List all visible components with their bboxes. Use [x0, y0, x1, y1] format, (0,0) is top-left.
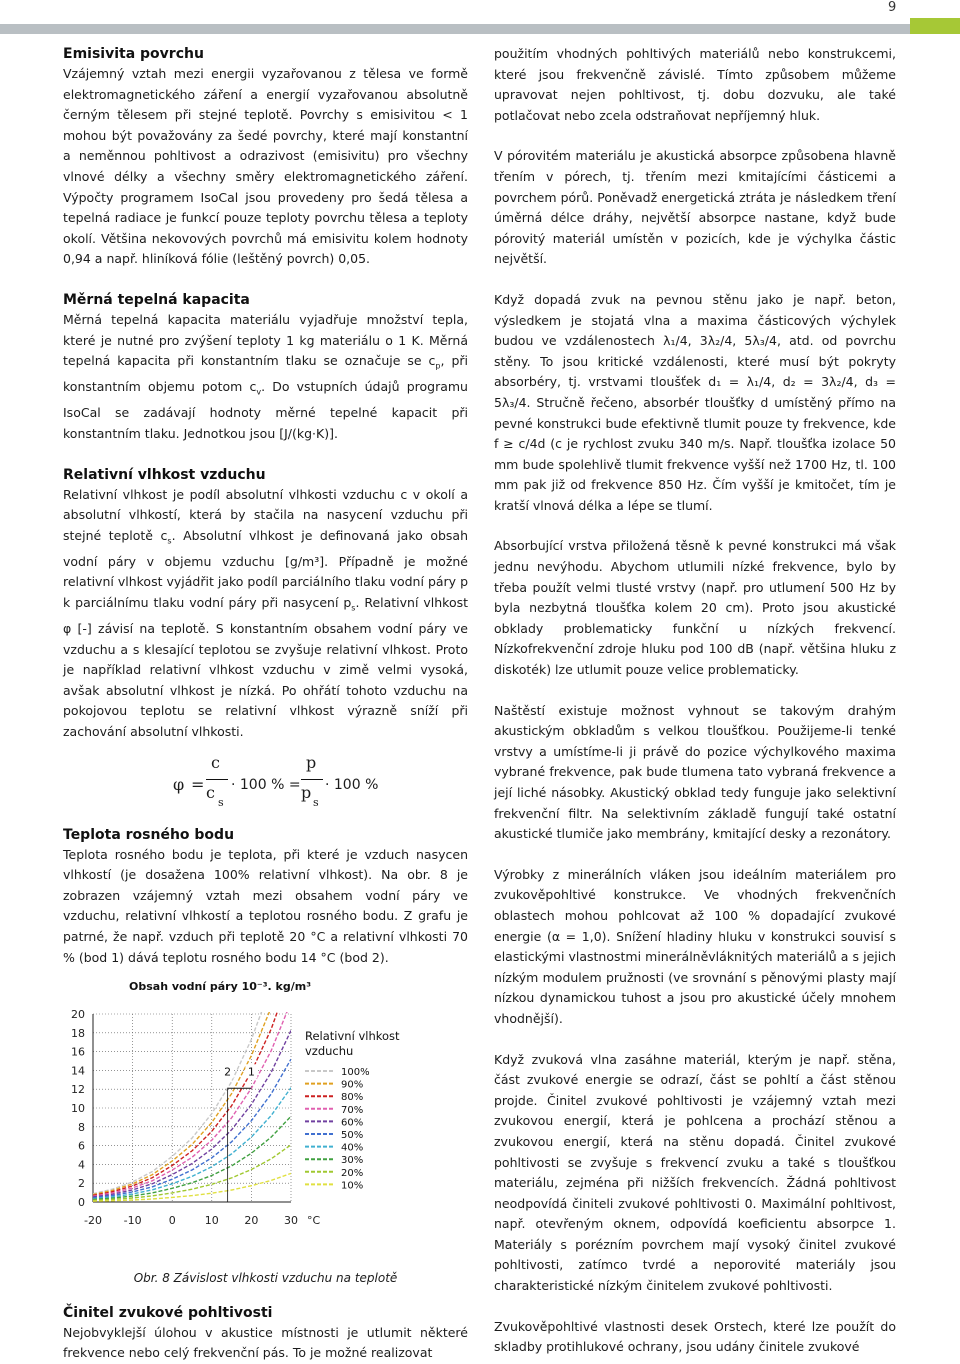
- x-tick-label: -20: [84, 1214, 102, 1228]
- paragraph-r2: V pórovitém materiálu je akustická absorpce způsobena hlavně třením v pórech, tj. třením mezi kmitajícími částicemi a povrchem pórů. Poněvadž energetická ztráta je následkem tření úměrná délce dráhy, největší absorpce nastane, když bude pórovitý materiál umístěn v pozicích, kde je výchylka částic největší.: [494, 148, 896, 267]
- section-title-relative-humidity: Relativní vlhkost vzduchu: [63, 466, 266, 483]
- legend-label: 20%: [341, 1167, 364, 1179]
- paragraph-sound-absorption: Nejobvyklejší úlohou v akustice místnosti je utlumit některé frekvence nebo celý frekvenční pás. To je možné realizovat: [63, 1324, 468, 1361]
- legend-label: 90%: [341, 1079, 364, 1091]
- y-tick-label: 14: [71, 1064, 85, 1078]
- figure-caption: Obr. 8 Závislost vlhkosti vzduchu na teplotě: [133, 1271, 398, 1286]
- legend-label: 100%: [341, 1067, 370, 1079]
- paragraph-r5: Naštěstí existuje možnost vyhnout se takovým drahým akustickým obkladům s velkou tloušťkou. Použijeme-li tenké vrstvy a umístíme-li ji právě do pozice výchylkového maxima vybrané frekvence, pak bude tlumena tato vybraná frekvence a její liché násobky. Akustický obklad tedy funguje jako selektivní frekvenční filtr. Na selektivním základě fungují také ostatní akustické tlumiče jako membrány, kmitající desky a rezonátory.: [494, 702, 896, 842]
- paragraph-r7: Když zvuková vlna zasáhne materiál, kterým je např. stěna, část zvukové energie se odrazí, část se pohltí a část stěnou projde. Činitel zvukové pohltivosti je vzájemný vztah mezi zvukovou energií, která je pohlcena a prochází stěnou a zvukovou energií, která na stěnu dopadá. Činitel zvukové pohltivosti se zvyšuje s frekvencí zvuku a také s tloušťkou materiálu, zejména při nižších frekvencích. Žádná pohltivost neodpovídá činiteli zvukové pohltivosti 0. Maximální pohltivost, např. otevřeným oknem, odpovídá koeficientu absorpce 1. Materiály s porézním povrchem mají vysoký činitel zvukové pohltivosti, zatímco tvrdé a neporovité materiály jsou charakteristické nízkým činitelem zvukové pohltivosti.: [494, 1051, 896, 1294]
- y-tick-label: 6: [78, 1139, 85, 1153]
- series-line: [93, 974, 291, 1195]
- x-tick-label: 20: [244, 1214, 259, 1228]
- series-line: [93, 974, 291, 1195]
- paragraph-r4: Absorbující vrstva přiložená těsně k pevné konstrukci má však jednu nevýhodu. Abychom utlumili nízké frekvence, bylo by třeba použít velmi tlusté vrstvy (např. pro utlumení 500 Hz by byla nezbytná tloušťka kolem 20 cm). Proto jsou akustické obklady problematicky funkční u nízkých frekvencí. Nízkofrekvenční zdroje hluku pod 100 dB (např. většina hluku z diskoték) lze utlumit pouze velice problematicky.: [494, 538, 896, 678]
- paragraph-dew-point: Teplota rosného bodu je teplota, při které je vzduch nasycen vlhkostí (je dosažena 100% relativní vlhkost). Na obr. 8 je zobrazen vzájemný vztah mezi obsahem vodní páry ve vzduchu, relativní vlhkostí a teplotou rosného bodu. Z grafu je patrné, že např. vzduch při teplotě 20 °C a relativní vlhkosti 70 % (bod 1) dává teplotu rosného bodu 14 °C (bod 2).: [63, 846, 468, 965]
- paragraph-emissivity: Vzájemný vztah mezi energii vyzařovanou z tělesa ve formě elektromagnetického záření a energií vyzařovanou absolutně černým tělesem při stejné teplotě. Povrchy s emisivitou < 1 mohou být považovány za šedé povrchy, které mají konstantní a neměnnou pohltivost a odrazivost (emisivitu) pro všechny vlnové délky a všechny směry elektromagnetického záření. Výpočty programem IsoCal jsou provedeny pro šedá tělesa a tepelná radiace je funkcí pouze teploty povrchu tělesa a teploty okolí. Většina nekovových povrchů má emisivitu kolem hodnoty 0,94 a např. hliníková fólie (leštěný povrch) 0,05.: [63, 66, 468, 267]
- y-tick-label: 12: [71, 1083, 85, 1097]
- x-tick-label: 30: [284, 1214, 298, 1228]
- x-axis-unit: °C: [307, 1214, 321, 1228]
- series-line: [93, 1059, 291, 1198]
- series-line: [93, 974, 291, 1194]
- legend-title: Relativní vlhkost: [305, 1029, 400, 1044]
- y-tick-label: 10: [71, 1102, 85, 1116]
- annotation-label: 1: [247, 1065, 255, 1079]
- humidity-chart: [63, 974, 468, 1264]
- header-gray-bar: [0, 24, 910, 34]
- y-tick-label: 16: [71, 1045, 85, 1059]
- paragraph-heat-capacity: Měrná tepelná kapacita materiálu vyjadřuje množství tepla, které je nutné pro zvýšení teploty 1 kg materiálu o 1 K. Měrná tepelná kapacita při konstantním tlaku se označuje se $c_p$, při konstantním objemu potom $c_v$. Do vstupních údajů programu IsoCal se zadávají hodnoty měrné tepelné kapacit při konstantním tlaku. Jednotkou jsou [J/(kg·K)].: [63, 311, 468, 441]
- chart-title: Obsah vodní páry 10⁻³. kg/m³: [129, 980, 312, 994]
- section-title-sound-absorption: Činitel zvukové pohltivosti: [63, 1304, 273, 1321]
- legend-label: 40%: [341, 1142, 364, 1154]
- x-tick-label: -10: [123, 1214, 142, 1228]
- right-column: [494, 44, 896, 1358]
- left-column: [63, 44, 468, 1364]
- y-tick-label: 4: [78, 1158, 85, 1172]
- legend-label: 10%: [341, 1180, 364, 1192]
- humidity-formula: φ = c c s · 100 % = p p s · 100 %: [173, 752, 379, 809]
- paragraph-relative-humidity: Relativní vlhkost je podíl absolutní vlhkosti vzduchu c v okolí a absolutní vlhkostí, která by stačila na nasycení vzduchu při stejné teplotě $c_s$. Absolutní vlhkost je definovaná jako obsah vodní páry v objemu vzduchu [g/m³]. Případně je možné relativní vlhkost vyjádřit jako podíl parciálního tlaku vodní páry p k parciálnímu tlaku vodní páry při nasycení $p_s$. Relativní vlhkost φ [-] závisí na teplotě. S konstantním obsahem vodní páry ve vzduchu a s klesající teplotou se zvyšuje relativní vlhkost. Proto je například relativní vlhkost vzduchu v zimě velmi vysoká, avšak absolutní vlhkost je nízká. Po ohřátí tohoto vzduchu na pokojovou teplotu se relativní vlhkost výrazně sníží při zachování absolutní vlhkosti.: [63, 486, 469, 740]
- y-tick-label: 8: [78, 1120, 85, 1134]
- paragraph-r1: použitím vhodných pohltivých materiálů nebo konstrukcemi, které jsou frekvenčně závislé. Tímto způsobem můžeme upravovat nejen pohltivost, tj. dobu dozvuku, ale také potlačovat nebo zcela odstraňovat nepříjemný hluk.: [494, 46, 896, 123]
- y-tick-label: 20: [71, 1008, 85, 1022]
- y-tick-label: 0: [78, 1196, 85, 1210]
- section-title-emissivity: Emisivita povrchu: [63, 46, 204, 62]
- series-line: [93, 1031, 291, 1198]
- paragraph-r8: Zvukověpohltivé vlastnosti desek Orstech, které lze použít do skladby protihlukové ochrany, jsou udány činitele zvukové: [494, 1318, 896, 1355]
- series-line: [93, 1088, 291, 1199]
- humidity-chart-svg: [53, 974, 453, 1264]
- legend-label: 80%: [341, 1092, 364, 1104]
- section-title-heat-capacity: Měrná tepelná kapacita: [63, 291, 250, 308]
- legend-label: 30%: [341, 1155, 364, 1167]
- legend-label: 60%: [341, 1117, 364, 1129]
- x-tick-label: 0: [168, 1214, 176, 1228]
- legend-label: 50%: [341, 1130, 364, 1142]
- y-tick-label: 18: [71, 1026, 85, 1040]
- legend-title-2: vzduchu: [305, 1044, 354, 1059]
- paragraph-r6: Výrobky z minerálních vláken jsou ideálním materiálem pro zvukověpohltivé konstrukce. Ve vhodných frekvenčních oblastech mohou pohlcovat až 100 % dopadající zvukové energie (α = 1,0). Snížení hladiny hluku v konstrukci souvisí s elastickými vlastnostmi minerálněvláknitých materiálů a s jejich nízkým modulem pružnosti (ve srovnání s pěnovými plasty mají nízkou dynamickou tuhost a jsou pro akustické účely mnohem vhodnější).: [494, 866, 896, 1026]
- page-number: 9: [888, 0, 897, 15]
- legend-label: 70%: [341, 1104, 364, 1116]
- y-tick-label: 2: [78, 1177, 85, 1191]
- x-tick-label: 10: [204, 1214, 219, 1228]
- paragraph-r3: Když dopadá zvuk na pevnou stěnu jako je např. beton, výsledkem je stojatá vlna a maxima částicových výchylek budou ve vzdálenostech λ₁/4, 3λ₂/4, 5λ₃/4, atd. od povrchu stěny. To jsou kritické vzdálenosti, které musí být pokryty absorbéry, tj. vrstvami tloušťek d₁ = λ₁/4, d₂ = 3λ₂/4, d₃ = 5λ₃/4. Stručně řečeno, absorbér tloušťky d umístěný přímo na pevné konstrukci bude efektivně tlumit pouze ty frekvence, kde f ≥ c/4d (c je rychlost zvuku 340 m/s. Např. tloušťka izolace 50 mm bude spolehlivě tlumit frekvence vyšší než 1700 Hz, tl. 100 mm pak již od frekvence 850 Hz. Čím vyšší je kmitočet, tím je kratší vlnová délka a lépe se tlumí.: [494, 291, 896, 513]
- annotation-label: 2: [224, 1065, 232, 1079]
- section-title-dew-point: Teplota rosného bodu: [63, 826, 235, 843]
- header-green-bar: [910, 18, 960, 34]
